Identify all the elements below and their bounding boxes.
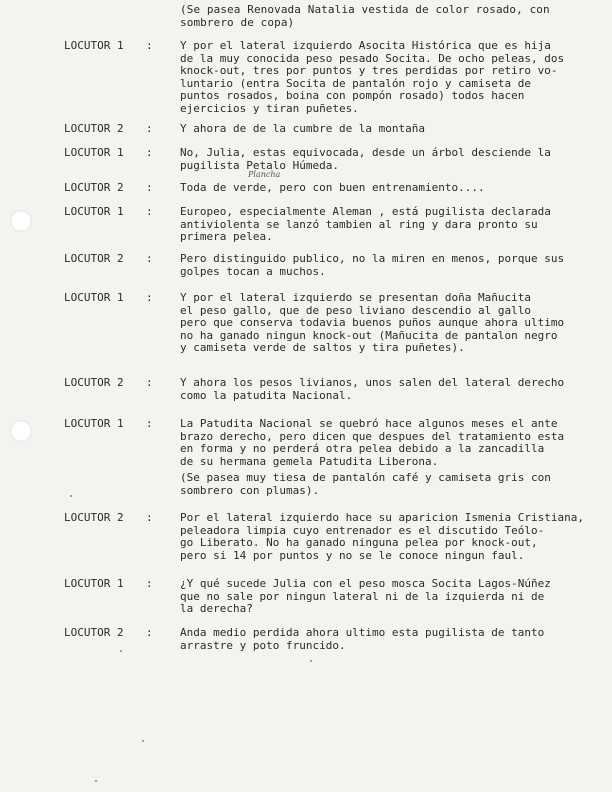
speaker-label: LOCUTOR 1	[64, 417, 124, 430]
speaker-label: LOCUTOR 2	[64, 376, 124, 389]
dialogue-text: No, Julia, estas equivocada, desde un árbol desciende la pugilista Petalo Húmeda.	[180, 146, 551, 172]
colon: :	[146, 417, 153, 430]
dialogue-text: La Patudita Nacional se quebró hace algunos meses el ante brazo derecho, pero dicen que despues del tratamiento esta en forma y no perderá otra pelea debido a la zancadilla de su hermana gemela Patudita Liberona.	[180, 417, 565, 468]
dialogue-text: Y ahora los pesos livianos, unos salen del lateral derecho como la patudita Nacional.	[180, 376, 565, 402]
dialogue-text: Y por el lateral izquierdo se presentan doña Mañucita el peso gallo, que de peso liviano descendio al gallo pero que conserva todavia buenos puños aunque ahora ultimo no ha ganado ningun knock-out (Mañucita de pantalon negro y camiseta verde de saltos y tira puñetes).	[180, 291, 565, 355]
colon: :	[146, 626, 153, 639]
colon: :	[146, 39, 153, 52]
colon: :	[146, 146, 153, 159]
colon: :	[146, 577, 153, 590]
speaker-label: LOCUTOR 2	[64, 511, 124, 524]
speaker-label: LOCUTOR 2	[64, 626, 124, 639]
paper-speck	[120, 650, 122, 652]
colon: :	[146, 181, 153, 194]
paper-speck	[95, 780, 97, 782]
colon: :	[146, 252, 153, 265]
speaker-label: LOCUTOR 1	[64, 291, 124, 304]
colon: :	[146, 291, 153, 304]
speaker-label: LOCUTOR 1	[64, 205, 124, 218]
speaker-label: LOCUTOR 1	[64, 39, 124, 52]
paper-speck	[310, 660, 312, 662]
colon: :	[146, 122, 153, 135]
dialogue-text: Anda medio perdida ahora ultimo esta pugilista de tanto arrastre y poto fruncido.	[180, 626, 545, 652]
dialogue-text: Toda de verde, pero con buen entrenamiento....	[180, 181, 485, 194]
punch-hole-top	[10, 210, 32, 232]
dialogue-text: Europeo, especialmente Aleman , está pugilista declarada antiviolenta se lanzó tambien al ring y dara pronto su primera pelea.	[180, 205, 551, 244]
dialogue-text: Y por el lateral izquierdo Asocita Histórica que es hija de la muy conocida peso pesado Socita. De ocho peleas, dos knock-out, tres por puntos y tres perdidas por retiro vo- luntario (entra Socita de pantalón rojo y camiseta de puntos rosados, boina con pompón rosado) todos hacen ejercicios y tiran puñetes.	[180, 39, 565, 115]
top-stage-note: (Se pasea Renovada Natalia vestida de color rosado, con sombrero de copa)	[180, 3, 550, 29]
speaker-label: LOCUTOR 1	[64, 577, 124, 590]
dialogue-text: Por el lateral izquierdo hace su aparicion Ismenia Cristiana, peleadora limpia cuyo entrenador es el discutido Teólo- go Liberato. No ha ganado ninguna pelea por knock-out, pero si 14 por puntos y no se le conoce ningun faul.	[180, 511, 584, 562]
paper-speck	[70, 495, 72, 497]
stage-direction: (Se pasea muy tiesa de pantalón café y camiseta gris con sombrero con plumas).	[180, 471, 551, 497]
speaker-label: LOCUTOR 2	[64, 181, 124, 194]
speaker-label: LOCUTOR 2	[64, 252, 124, 265]
paper-speck	[142, 740, 144, 742]
speaker-label: LOCUTOR 1	[64, 146, 124, 159]
punch-hole-bottom	[10, 420, 32, 442]
dialogue-text: Pero distinguido publico, no la miren en menos, porque sus golpes tocan a muchos.	[180, 252, 565, 278]
colon: :	[146, 511, 153, 524]
speaker-label: LOCUTOR 2	[64, 122, 124, 135]
colon: :	[146, 205, 153, 218]
dialogue-text: Y ahora de de la cumbre de la montaña	[180, 122, 426, 135]
dialogue-text: ¿Y qué sucede Julia con el peso mosca Socita Lagos-Núñez que no sale por ningun lateral ni de la izquierda ni de la derecha?	[180, 577, 551, 616]
colon: :	[146, 376, 153, 389]
handwritten-annotation: Plancha	[248, 170, 281, 179]
